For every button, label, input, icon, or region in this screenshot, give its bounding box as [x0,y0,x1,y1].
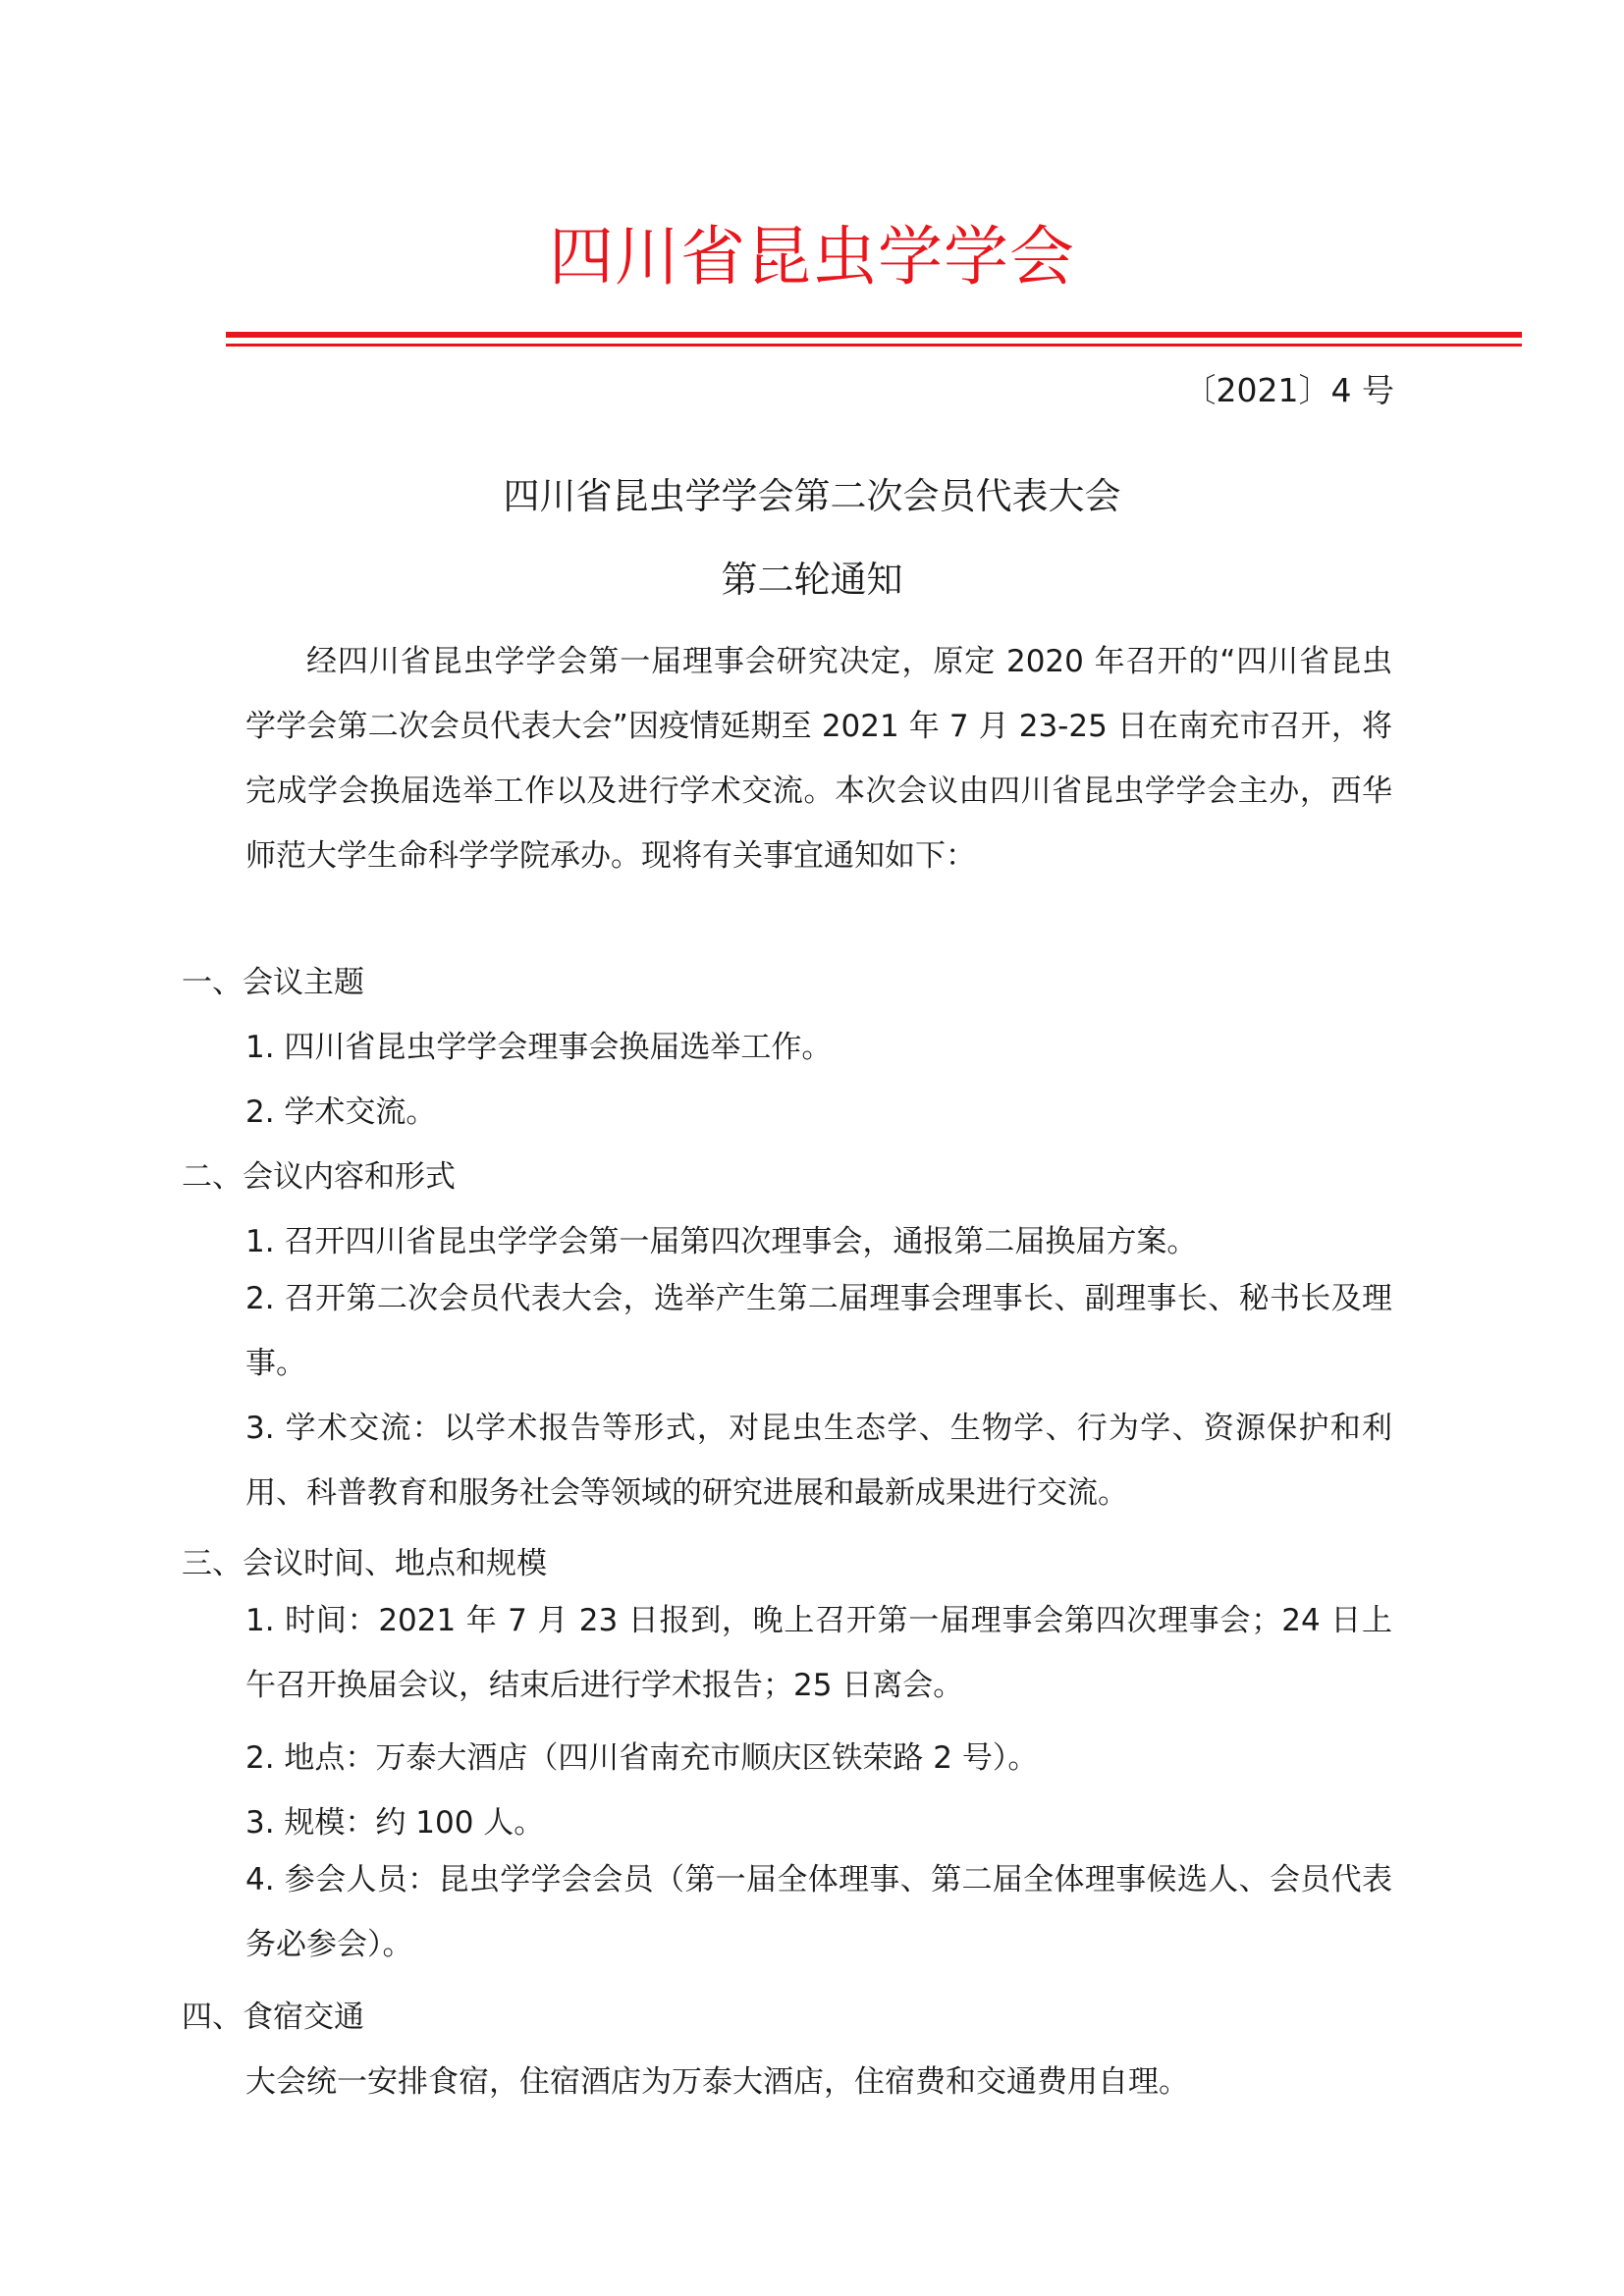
list-item: 2. 学术交流。 [245,1095,437,1130]
list-item: 2. 召开第二次会员代表大会，选举产生第二届理事会理事长、副理事长、秘书长及理事。 [245,1281,1392,1381]
list-item: 3. 学术交流：以学术报告等形式，对昆虫生态学、生物学、行为学、资源保护和利用、科普教育和服务社会等领域的研究进展和最新成果进行交流。 [245,1411,1392,1511]
document-title: 四川省昆虫学学会第二次会员代表大会 [503,475,1121,517]
list-item: 2. 地点：万泰大酒店（四川省南充市顺庆区铁荣路 2 号）。 [245,1740,1039,1776]
section-heading: 四、食宿交通 [182,2000,364,2035]
header-rule-thick [226,332,1522,338]
paragraph: 大会统一安排食宿，住宿酒店为万泰大酒店，住宿费和交通费用自理。 [245,2064,1189,2100]
organization-letterhead: 四川省昆虫学学会 [549,219,1075,294]
section-heading: 三、会议时间、地点和规模 [182,1546,547,1581]
list-item: 4. 参会人员：昆虫学学会会员（第一届全体理事、第二届全体理事候选人、会员代表务必参会）。 [245,1862,1392,1962]
list-item: 3. 规模：约 100 人。 [245,1805,545,1841]
document-number: 〔2021〕4 号 [1183,371,1394,409]
list-item: 1. 四川省昆虫学学会理事会换届选举工作。 [245,1030,833,1065]
document-subtitle: 第二轮通知 [721,559,903,601]
intro-paragraph-box [245,629,1392,888]
list-item: 1. 时间：2021 年 7 月 23 日报到，晚上召开第一届理事会第四次理事会；24 日上午召开换届会议，结束后进行学术报告；25 日离会。 [245,1603,1392,1703]
list-item: 1. 召开四川省昆虫学学会第一届第四次理事会，通报第二届换届方案。 [245,1224,1198,1259]
section-heading: 二、会议内容和形式 [182,1159,456,1195]
intro-paragraph: 经四川省昆虫学学会第一届理事会研究决定，原定 2020 年召开的“四川省昆虫学学会第二次会员代表大会”因疫情延期至 2021 年 7 月 23-25 日在南充市召开，将完成学会换届选举工作以及进行学术交流。本次会议由四川省昆虫学学会主办，西华师范大学生命科学学院承办。现将有关事宜通知如下： [245,644,1392,874]
header-rule-thin [226,344,1522,347]
section-heading: 一、会议主题 [182,965,364,1000]
